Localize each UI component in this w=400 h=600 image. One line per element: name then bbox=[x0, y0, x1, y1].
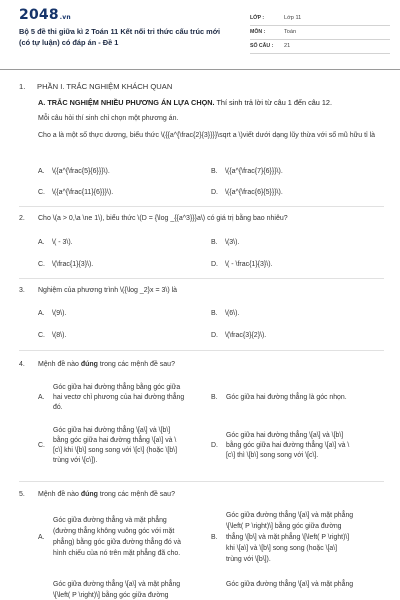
q5-option-c[interactable]: Góc giữa đường thẳng \[a\] và mặt phẳng \[\left( P \right)\] bằng góc giữa đường bbox=[53, 581, 181, 599]
q3-option-a[interactable]: A. \(9\). bbox=[38, 310, 67, 317]
document-title: Bộ 5 đề thi giữa kì 2 Toán 11 Kết nối tri thức cấu trúc mới (có tự luận) có đáp án - Đề 1 bbox=[19, 27, 221, 47]
meta-row-class: LỚP : Lớp 11 bbox=[250, 12, 390, 26]
q3-option-d[interactable]: D. \(\frac{3}{2}\). bbox=[211, 332, 267, 339]
question-3-text: 3. Nghiệm của phương trình \({\log _2}x = 3\) là bbox=[19, 287, 178, 294]
divider bbox=[19, 481, 384, 482]
question-1-text: Cho a là một số thực dương, biểu thức \({{a^{\frac{2}{3}}}}\sqrt a \)viết dưới dạng lũy thừa với số mũ hữu tỉ là bbox=[38, 132, 376, 139]
q4-option-c[interactable]: C. Góc giữa hai đường thẳng \[a\] và \[b\] bằng góc giữa hai đường thẳng \[a\] và \ [c\] khi \[b\] song song với \[c\] (hoặc \[b\] trùng với \[c\]). bbox=[38, 427, 178, 464]
q4-option-a[interactable]: A. Góc giữa hai đường thẳng bằng góc giữa hai vectơ chỉ phương của hai đường thẳng đó. bbox=[38, 384, 185, 411]
question-2-text: 2. Cho \(a > 0,\a \ne 1\), biểu thức \(D = {\log _{{a^3}}}a\) có giá trị bằng bao nhiêu? bbox=[19, 215, 288, 222]
q1-option-a[interactable]: A. \({a^{\frac{5}{6}}}\). bbox=[38, 168, 110, 175]
q2-option-a[interactable]: A. \( - 3\). bbox=[38, 239, 73, 246]
section-heading: 1. PHẦN I. TRẮC NGHIỆM KHÁCH QUAN bbox=[19, 82, 173, 91]
q5-option-b[interactable]: B. Góc giữa đường thẳng \[a\] và mặt phẳng \[\left( P \right)\] bằng góc giữa đường thẳng \[b\] và mặt phẳng \[\left( P \right)\] khi \[a\] và \[b\] song song (hoặc \[a\] trùng với \[b\]). bbox=[211, 512, 354, 563]
meta-row-subject: MÔN : Toán bbox=[250, 26, 390, 40]
q2-option-d[interactable]: D. \( - \frac{1}{3}\). bbox=[211, 261, 273, 268]
instruction-text: Mỗi câu hỏi thí sinh chỉ chọn một phương án. bbox=[38, 115, 179, 122]
q2-option-c[interactable]: C. \(\frac{1}{3}\). bbox=[38, 261, 94, 268]
site-logo[interactable]: 2048.vn bbox=[19, 7, 71, 23]
subsection-heading: A. TRẮC NGHIỆM NHIỀU PHƯƠNG ÁN LỰA CHỌN. Thí sinh trả lời từ câu 1 đến câu 12. bbox=[38, 98, 333, 107]
q5-option-a[interactable]: A. Góc giữa đường thẳng và mặt phẳng (đường thẳng không vuông góc với mặt phẳng) bằng góc giữa đường thẳng đó và hình chiếu của nó trên mặt phẳng đã cho. bbox=[38, 517, 181, 557]
divider bbox=[19, 350, 384, 351]
q4-option-d[interactable]: D. Góc giữa hai đường thẳng \[a\] và \[b\] bằng góc giữa hai đường thẳng \[a\] và \ [c\] thì \[b\] song song với \[c\]. bbox=[211, 432, 350, 459]
divider bbox=[19, 278, 384, 279]
document-meta bbox=[250, 12, 390, 54]
q1-option-b[interactable]: B. \({a^{\frac{7}{6}}}\). bbox=[211, 168, 283, 175]
question-5-text: 5. Mệnh đề nào đúng trong các mệnh đề sau? bbox=[19, 491, 175, 498]
q1-option-d[interactable]: D. \({a^{\frac{6}{5}}}\). bbox=[211, 189, 283, 196]
q3-option-c[interactable]: C. \(8\). bbox=[38, 332, 67, 339]
document-header bbox=[0, 0, 400, 70]
q5-option-d[interactable]: Góc giữa đường thẳng \[a\] và mặt phẳng bbox=[226, 581, 354, 588]
meta-row-count: SỐ CÂU : 21 bbox=[250, 40, 390, 54]
divider bbox=[19, 206, 384, 207]
q4-option-b[interactable]: B. Góc giữa hai đường thẳng là góc nhọn. bbox=[211, 394, 347, 401]
q2-option-b[interactable]: B. \(3\). bbox=[211, 239, 240, 246]
question-4-text: 4. Mệnh đề nào đúng trong các mệnh đề sau? bbox=[19, 361, 175, 368]
q3-option-b[interactable]: B. \(6\). bbox=[211, 310, 240, 317]
q1-option-c[interactable]: C. \({a^{\frac{11}{6}}}\). bbox=[38, 189, 114, 196]
